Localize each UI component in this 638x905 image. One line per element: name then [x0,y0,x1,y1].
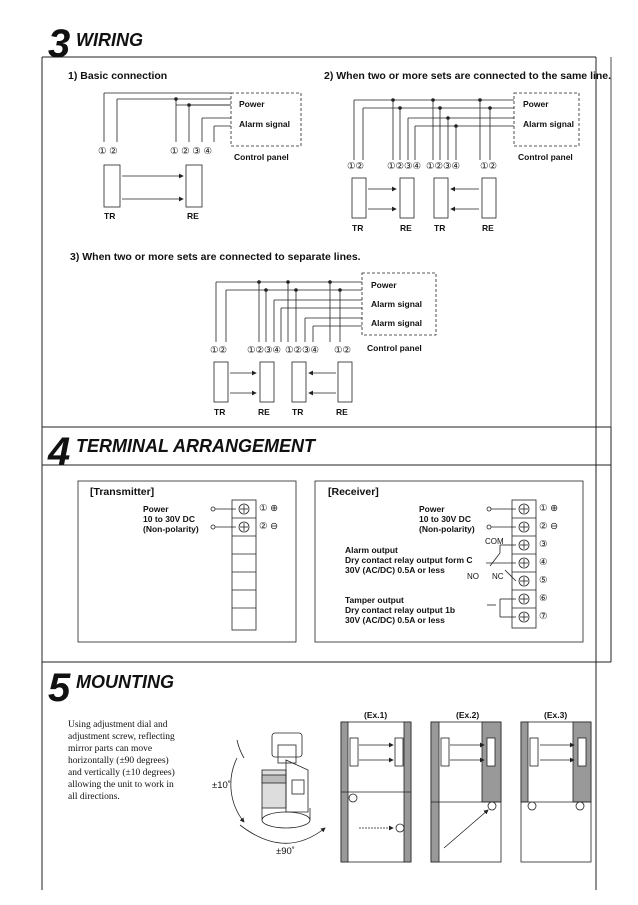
transmitter-power-line-3: (Non-polarity) [143,524,199,534]
same-line-power-label: Power [523,99,549,109]
basic-alarm-label: Alarm signal [239,119,291,129]
receiver-com-label: COM [485,537,504,546]
same-line-re1-terminals: ①②③④ [387,161,422,172]
receiver-power-line-1: Power [419,504,445,514]
section-number-wiring: 3 [48,22,71,66]
basic-control-panel-label: Control panel [234,152,289,162]
mounting-text-line-5: and vertically (±10 degrees) [68,768,175,778]
separate-power-label: Power [371,280,397,290]
transmitter-power-line-2: 10 to 30V DC [143,514,195,524]
separate-tr1-label: TR [214,407,226,417]
mounting-text-line-3: mirror parts can move [68,744,153,754]
receiver-terminal-4: ④ [539,557,548,568]
same-line-tr2-label: TR [434,223,446,233]
receiver-tamper-line-3: 30V (AC/DC) 0.5A or less [345,615,445,625]
separate-tr1-terminals: ①② [210,345,228,356]
receiver-alarm-line-3: 30V (AC/DC) 0.5A or less [345,565,445,575]
separate-re2-label: RE [336,407,348,417]
separate-control-panel-label: Control panel [367,343,422,353]
receiver-title: [Receiver] [328,486,379,498]
mounting-text-line-6: allowing the unit to work in [68,780,174,790]
receiver-terminal-3: ③ [539,539,548,550]
receiver-alarm-line-2: Dry contact relay output form C [345,555,473,565]
section-number-terminal: 4 [48,430,71,474]
basic-connection-heading: 1) Basic connection [68,70,168,82]
same-line-tr1-label: TR [352,223,364,233]
mounting-text-line-2: adjustment screw, reflecting [68,732,175,742]
separate-re2-terminals: ①② [334,345,352,356]
separate-tr2-terminals: ①②③④ [285,345,320,356]
receiver-terminal-2: ② ⊖ [539,521,559,532]
basic-tr-label: TR [104,211,116,221]
example-3-label: (Ex.3) [544,710,568,720]
same-line-alarm-label: Alarm signal [523,119,575,129]
mounting-text-line-4: horizontally (±90 degrees) [68,756,169,766]
receiver-terminal-5: ⑤ [539,575,548,586]
separate-alarm-label-2: Alarm signal [371,318,423,328]
transmitter-title: [Transmitter] [90,486,155,498]
section-title-wiring: WIRING [76,30,143,50]
receiver-nc-label: NC [492,572,504,581]
separate-tr2-label: TR [292,407,304,417]
basic-power-label: Power [239,99,265,109]
receiver-power-line-3: (Non-polarity) [419,524,475,534]
receiver-alarm-line-1: Alarm output [345,545,398,555]
receiver-tamper-line-1: Tamper output [345,595,404,605]
section-title-terminal: TERMINAL ARRANGEMENT [76,436,315,456]
same-line-control-panel-label: Control panel [518,152,573,162]
separate-re1-terminals: ①②③④ [247,345,282,356]
separate-re1-label: RE [258,407,270,417]
basic-tr-terminals: ① ② [98,146,118,157]
separate-lines-heading: 3) When two or more sets are connected to separate lines. [70,251,361,263]
example-2-label: (Ex.2) [456,710,480,720]
mounting-text-line-7: all directions. [68,792,120,802]
section-title-mounting: MOUNTING [76,672,174,692]
receiver-terminal-1: ① ⊕ [539,503,559,514]
transmitter-terminal-2: ② ⊖ [259,521,279,532]
same-line-heading: 2) When two or more sets are connected to the same line. [324,70,612,82]
same-line-tr2-terminals: ①②③④ [426,161,461,172]
example-1-label: (Ex.1) [364,710,388,720]
basic-re-terminals: ① ② ③ ④ [170,146,212,157]
receiver-power-line-2: 10 to 30V DC [419,514,471,524]
horizontal-angle-label: ±90˚ [276,846,295,857]
receiver-terminal-6: ⑥ [539,593,548,604]
receiver-terminal-7: ⑦ [539,611,548,622]
sensor-unit-sketch [231,733,325,843]
separate-alarm-label-1: Alarm signal [371,299,423,309]
same-line-re2-label: RE [482,223,494,233]
basic-re-label: RE [187,211,199,221]
same-line-tr1-terminals: ①② [347,161,365,172]
transmitter-power-line-1: Power [143,504,169,514]
transmitter-terminal-1: ① ⊕ [259,503,279,514]
vertical-angle-label: ±10˚ [212,780,231,791]
receiver-tamper-line-2: Dry contact relay output 1b [345,605,456,615]
receiver-no-label: NO [467,572,479,581]
same-line-re1-label: RE [400,223,412,233]
section-number-mounting: 5 [48,666,71,710]
mounting-text-line-1: Using adjustment dial and [68,720,168,730]
same-line-re2-terminals: ①② [480,161,498,172]
